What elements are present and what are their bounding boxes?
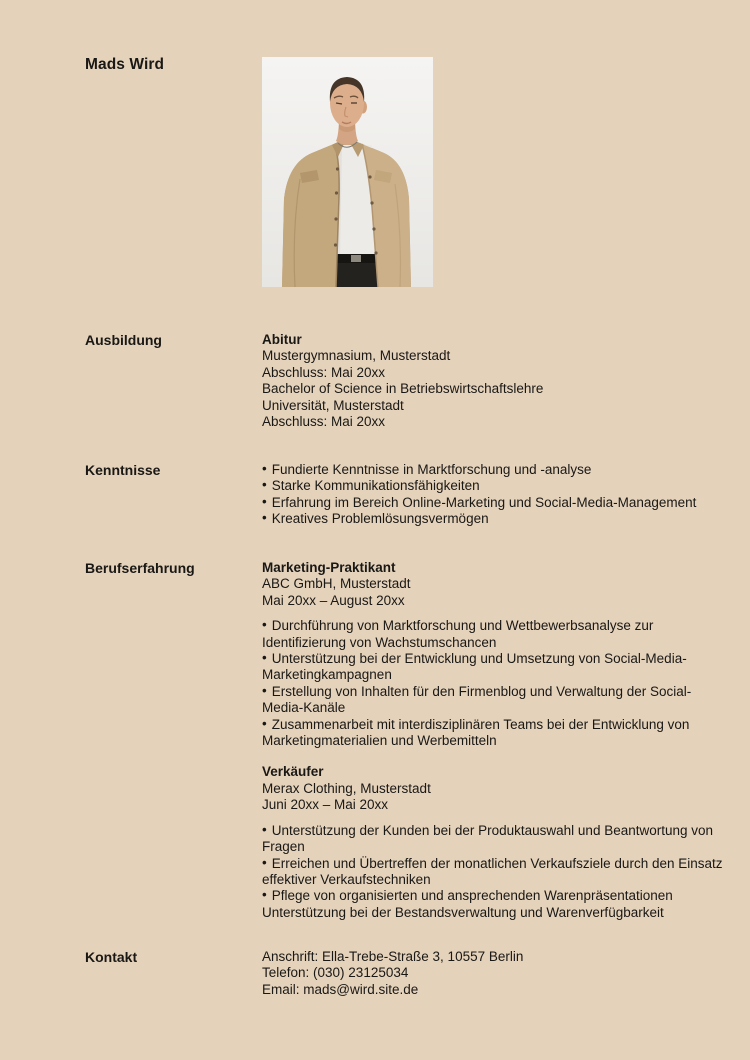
person-name: Mads Wird (85, 56, 165, 73)
job-period: Juni 20xx – Mai 20xx (262, 797, 389, 813)
job-note: Unterstützung bei der Bestandsverwaltung und Warenverfügbarkeit (262, 904, 664, 920)
job-title: Verkäufer (262, 764, 324, 780)
bullet-icon: • (262, 617, 267, 633)
kontakt-content (262, 949, 725, 998)
skill-text: Fundierte Kenntnisse in Marktforschung und -analyse (271, 462, 592, 477)
job-company: ABC GmbH, Musterstadt (262, 576, 411, 592)
portrait-illustration (262, 57, 433, 287)
contact-phone: Telefon: (030) 23125034 (262, 965, 409, 981)
skill-item (262, 462, 725, 478)
berufserfahrung-content (262, 560, 725, 921)
job-period: Mai 20xx – August 20xx (262, 592, 405, 608)
job-bullet-text: Durchführung von Marktforschung und Wettbewerbsanalyse zur Identifizierung von Wachstumschancen (262, 618, 654, 650)
ausbildung-content (262, 332, 725, 430)
section-label-ausbildung: Ausbildung (85, 332, 162, 348)
section-kontakt (85, 949, 725, 998)
section-label-kontakt: Kontakt (85, 949, 138, 965)
job-bullet-text: Unterstützung der Kunden bei der Produktauswahl und Beantwortung von Fragen (262, 822, 714, 855)
bullet-icon: • (262, 477, 267, 493)
education-line: Bachelor of Science in Betriebswirtschaftslehre (262, 381, 544, 397)
education-title: Abitur (262, 332, 302, 347)
section-ausbildung (85, 332, 725, 430)
skill-text: Kreatives Problemlösungsvermögen (271, 511, 489, 527)
job-bullet-text: Erstellung von Inhalten für den Firmenblog und Verwaltung der Social-Media-Kanäle (262, 683, 692, 716)
bullet-icon: • (262, 682, 267, 698)
job-entry (262, 764, 725, 921)
bullet-icon: • (262, 887, 267, 903)
bullet-icon: • (262, 821, 267, 837)
bullet-icon: • (262, 510, 267, 526)
job-entry (262, 560, 725, 749)
job-bullet (262, 823, 725, 856)
section-label-kenntnisse: Kenntnisse (85, 462, 161, 478)
education-line: Abschluss: Mai 20xx (262, 414, 386, 430)
job-bullet (262, 684, 725, 717)
job-bullet-text: Erreichen und Übertreffen der monatlichen Verkaufsziele durch den Einsatz effektiver Verkaufstechniken (262, 855, 723, 887)
job-bullet-text: Unterstützung bei der Entwicklung und Umsetzung von Social-Media-Marketingkampagnen (262, 651, 687, 683)
job-bullets (262, 618, 725, 749)
job-bullet-text: Zusammenarbeit mit interdisziplinären Teams bei der Entwicklung von Marketingmaterialien und Werbemitteln (262, 716, 690, 749)
skill-item (262, 478, 725, 494)
section-kenntnisse (85, 462, 725, 528)
skill-text: Starke Kommunikationsfähigkeiten (271, 478, 480, 494)
bullet-icon: • (262, 461, 267, 476)
job-bullets (262, 823, 725, 921)
section-label-berufserfahrung: Berufserfahrung (85, 560, 195, 576)
section-berufserfahrung (85, 560, 725, 921)
bullet-icon: • (262, 493, 267, 509)
contact-address: Anschrift: Ella-Trebe-Straße 3, 10557 Berlin (262, 949, 524, 964)
kenntnisse-content (262, 462, 725, 528)
job-bullet-text: Pflege von organisierten und ansprechenden Warenpräsentationen (271, 888, 673, 904)
skill-text: Erfahrung im Bereich Online-Marketing und Social-Media-Management (271, 494, 697, 510)
skill-item (262, 511, 725, 527)
skill-item (262, 495, 725, 511)
bullet-icon: • (262, 854, 267, 870)
education-line: Universität, Musterstadt (262, 397, 404, 413)
job-bullet (262, 717, 725, 750)
contact-email: Email: mads@wird.site.de (262, 981, 419, 997)
job-bullet (262, 888, 725, 904)
education-line: Mustergymnasium, Musterstadt (262, 348, 451, 364)
job-bullet (262, 856, 725, 889)
job-bullet (262, 618, 725, 651)
portrait-photo (262, 57, 433, 287)
bullet-icon: • (262, 715, 267, 731)
education-line: Abschluss: Mai 20xx (262, 364, 386, 380)
job-bullet (262, 651, 725, 684)
job-title: Marketing-Praktikant (262, 560, 396, 575)
job-company: Merax Clothing, Musterstadt (262, 780, 431, 796)
bullet-icon: • (262, 650, 267, 666)
